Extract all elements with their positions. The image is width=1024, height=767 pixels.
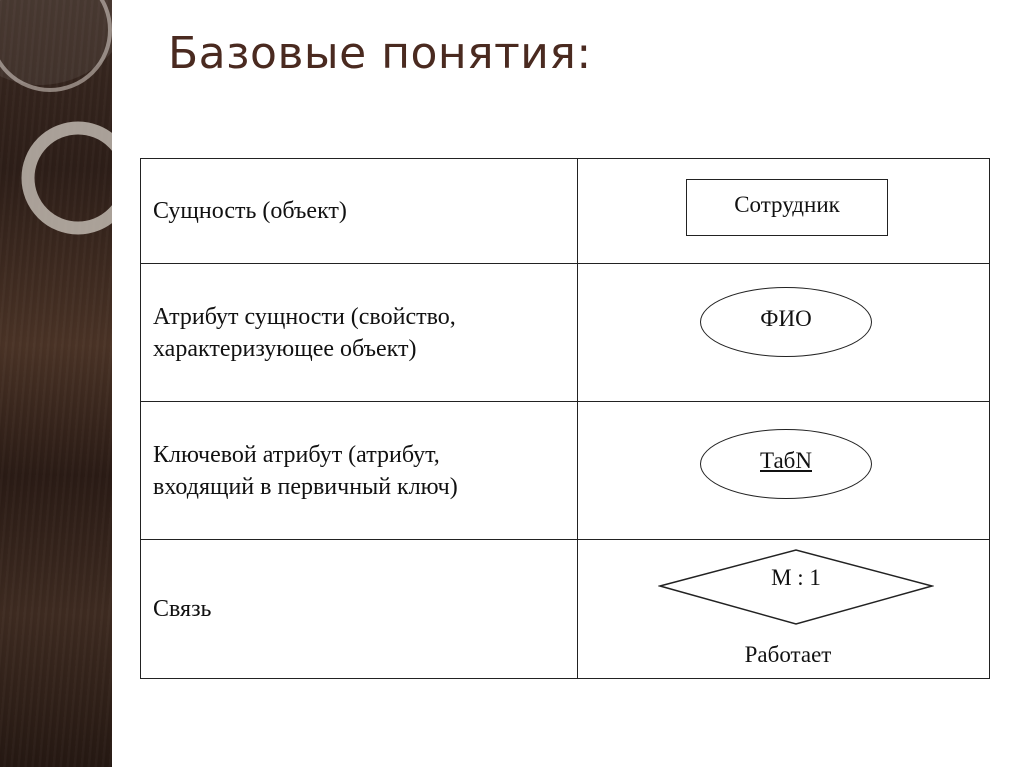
term-cell [141, 540, 578, 679]
table-row-key-attribute [141, 402, 990, 540]
attribute-label: ФИО [760, 306, 812, 331]
slide-title: Базовые понятия: [168, 28, 592, 79]
decorative-ring-small [28, 128, 112, 228]
term-cell [141, 264, 578, 402]
term-text: Сущность (объект) [153, 198, 347, 224]
term-cell [141, 402, 578, 540]
table-row-relationship [141, 540, 990, 679]
entity-rectangle: Сотрудник [686, 179, 888, 236]
term-text: входящий в первичный ключ) [153, 473, 458, 500]
term-text: Атрибут сущности (свойство, [153, 303, 456, 330]
table-row-attribute [141, 264, 990, 402]
cardinality-label: М : 1 [771, 565, 821, 590]
table-row-entity [141, 159, 990, 264]
term-text: Ключевой атрибут (атрибут, [153, 441, 440, 468]
er-notation-table [140, 158, 990, 679]
symbol-cell [578, 540, 990, 679]
term-cell [141, 159, 578, 264]
attribute-ellipse [700, 287, 872, 357]
symbol-cell [578, 264, 990, 402]
key-attribute-label: ТабN [760, 448, 812, 473]
decorative-side-panel [0, 0, 112, 767]
symbol-cell [578, 402, 990, 540]
relationship-caption: Работает [744, 642, 832, 667]
decorative-rings [0, 0, 112, 767]
key-attribute-ellipse [700, 429, 872, 499]
term-text: Связь [153, 596, 212, 622]
symbol-cell [578, 159, 990, 264]
term-text: характеризующее объект) [153, 335, 417, 362]
